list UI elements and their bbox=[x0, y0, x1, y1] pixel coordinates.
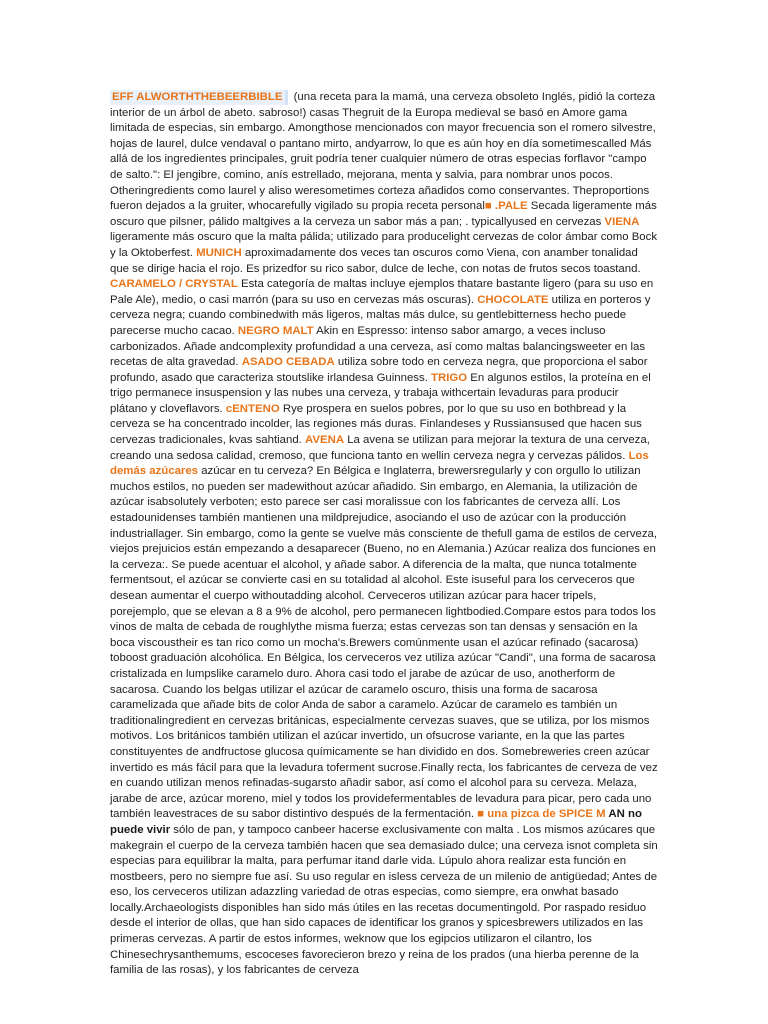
term-trigo: TRIGO bbox=[431, 371, 468, 384]
heading-los-demas-azucares: Los demás azúcares bbox=[110, 449, 649, 478]
paragraph-text: En algunos estilos, la proteína en el trigo permanece insuspension y las nubes una cerveza, y trabaja withcertain levaduras para producir plátano y cloveflavors. bbox=[110, 371, 651, 415]
bullet-icon: ■ bbox=[477, 808, 485, 821]
paragraph-text: azúcar en tu cerveza? En Bélgica e Inglaterra, brewersregularly y con orgullo lo utilizan muchos estilos, no pueden ser madewithout azúcar añadido. Sin embargo, en Alemania, la utilización de azúcar isabsolutely verboten; esto parece ser casi moralissue con los fabricantes de cerveza allí. Los estadounidenses también mantienen una mildprejudice, asociando el uso de azúcar con la producción industriallager. Sin embargo, como la gente se vuelve más consciente de thefull gama de estilos de cerveza, viejos prejuicios están empezando a desaparecer (Bueno, no en Alemania.) Azúcar realiza dos funciones en la cerveza:. Se puede acentuar el alcohol, y añade sabor. A diferencia de la malta, que nunca totalmente fermentsout, el azúcar se convierte casi en su totalidad al alcohol. Este isuseful para los cerveceros que desean aumentar el cuerpo withoutadding alcohol. Cerveceros utilizan azúcar para hacer tripels, porejemplo, que se elevan a 8 a 9% de alcohol, pero permanecen lightbodied.Compare estos para todos los vinos de malta de cebada de roughlythe misma fuerza; estas cervezas son tan densas y sensación en la boca viscoustheir es tan rico como un mocha's.Brewers comúnmente usan el azúcar refinado (sacarosa) toboost graduación alcohólica. En Bélgica, los cerveceros vez utiliza azúcar "Candi", una forma de sacarosa cristalizada en lumpslike caramelo duro. Ahora casi todo el jarabe de azúcar de uso, anotherform de sacarosa. Cuando los belgas utilizar el azúcar de caramelo oscuro, thisis una forma de sacarosa caramelizada que añade bits de color Anda de sabor a caramelo. Azúcar de caramelo es también un traditionalingredient en cervezas británicas, especialmente cervezas suaves, que se utiliza, por los mismos motivos. Los británicos también utilizan el azúcar invertido, un ofsucrose variante, en la que las partes constituyentes de andfructose glucosa químicamente se han dividido en dos. Somebreweries creen azúcar invertido es más fácil para que la levadura toferment sucrose.Finally recta, los fabricantes de cerveza de vez en cuando utilizan menos refinadas-sugarsto añadir sabor, así como el alcohol para su cerveza. Melaza, jarabe de arce, azúcar moreno, miel y todos los providefermentables de levadura para picar, pero cada uno también leavestraces de su sabor distintivo después de la fermentación. bbox=[110, 465, 658, 821]
term-negro-malt: NEGRO MALT bbox=[237, 324, 314, 337]
paragraph-text: (una receta para la mamá, una cerveza obsoleto Inglés, pidió la corteza interior de un árbol de abeto. sabroso!) casas Thegruit de la Europa medieval se basó en Amore gama limitada de especias, sin embargo. Amongthose mencionados con mayor frecuencia son el romero silvestre, hojas de laurel, dulce vendaval o pantano mirto, andyarrow, lo que es aún hoy en día sometimescalled Más allá de los ingredientes principales, gruit podría tener cualquier número de otras especias forflavor "campo de salto.": El jengibre, comino, anís estrellado, mejorana, menta y salvia, para nombrar unos pocos. Otheringredients como laurel y aliso weresometimes corteza añadidos como conservantes. Theproportions fueron dejados a la gruiter, whocarefully vigilado su propia receta personal bbox=[110, 91, 656, 213]
term-pale: .PALE bbox=[491, 200, 528, 213]
heading-no-puede-vivir: AN no puede vivir bbox=[110, 808, 642, 836]
section-heading-beer-bible: EFF ALWORTHTHEBEERBIBLE bbox=[110, 90, 288, 105]
paragraph-text: Secada ligeramente más oscuro que pilsner, pálido maltgives a la cerveza un sabor más a pan; . typicallyused en cervezas bbox=[110, 200, 657, 228]
paragraph-text: utiliza sobre todo en cerveza negra, que proporciona el sabor profundo, asado que caracteriza stoutslike irlandesa Guinness. bbox=[110, 356, 648, 384]
term-chocolate: CHOCOLATE bbox=[477, 293, 549, 306]
paragraph-text: aproximadamente dos veces tan oscuros como Viena, con anamber tonalidad que se dirige hacia el rojo. Es prizedfor su rico sabor, dulce de leche, con notas de frutos secos toastand. bbox=[110, 246, 641, 275]
bullet-icon: ■ bbox=[484, 200, 492, 213]
document-text bbox=[110, 90, 658, 979]
paragraph-text: Rye prospera en suelos pobres, por lo que su uso en bothbread y la cerveza se ha concentrado incolder, las regiones más duras. Finlandeses y Russiansused que hacen sus cervezas tradicionales, kvas sahtiand. bbox=[110, 402, 642, 447]
term-asado-cebada: ASADO CEBADA bbox=[241, 356, 335, 369]
term-caramelo-crystal: CARAMELO / CRYSTAL bbox=[110, 278, 238, 291]
term-munich: MUNICH bbox=[196, 246, 242, 259]
paragraph-text: La avena se utilizan para mejorar la textura de una cerveza, creando una sedosa calidad, cremoso, que funciona tanto en wellin cerveza negra y cervezas pálidos. bbox=[110, 434, 650, 462]
term-viena: VIENA bbox=[604, 215, 640, 228]
term-centeno: cENTENO bbox=[225, 402, 280, 415]
paragraph-text: ligeramente más oscuro que la malta pálida; utilizado para producelight cervezas de color ámbar como Bock y la Oktoberfest. bbox=[110, 231, 658, 259]
paragraph-text: utiliza en porteros y cerveza negra; cuando combinedwith más ligeros, maltas más dulce, su gentlebitterness hecho puede parecerse mucho cacao. bbox=[110, 293, 651, 337]
heading-pizca-de-spice: una pizca de SPICE M bbox=[484, 808, 606, 821]
paragraph-text: sólo de pan, y tampoco canbeer hacerse exclusivamente con malta . Los mismos azúcares que makegrain el cuerpo de la cerveza también hacen que sea demasiado dulce; una cerveza isnot completa sin especias para equilibrar la malta, para perfumar itand darle vida. Lúpulo ahora realizar esta función en mostbeers, pero no siempre fue así. Su uso regular en isless cerveza de un milenio de antigüedad; Antes de eso, los cerveceros utilizan adazzling variedad de otras especias, como siempre, era onwhat basado locally.Archaeologists disponibles han sido más útiles en las recetas documentingold. Por raspado residuo desde el interior de ollas, que han sido capaces de identificar los granos y spicesbrewers utilizados en las primeras cervezas. A partir de estos informes, weknow que los egipcios utilizaron el cilantro, los Chinesechrysanthemums, escoceses favorecieron brezo y reina de los prados (una hierba perenne de la familia de las rosas), y los fabricantes de cerveza bbox=[110, 823, 658, 977]
paragraph-text: Akin en Espresso: intenso sabor amargo, a veces incluso carbonizados. Añade andcomplexity profundidad a una cerveza, así como maltas balancingsweeter en las recetas de alta gravedad. bbox=[110, 324, 646, 369]
paragraph-text: Esta categoría de maltas incluye ejemplos thatare bastante ligero (para su uso en Pale Ale), medio, o casi marrón (para su uso en cervezas más oscuras). bbox=[110, 278, 654, 306]
term-avena: AVENA bbox=[305, 434, 345, 447]
